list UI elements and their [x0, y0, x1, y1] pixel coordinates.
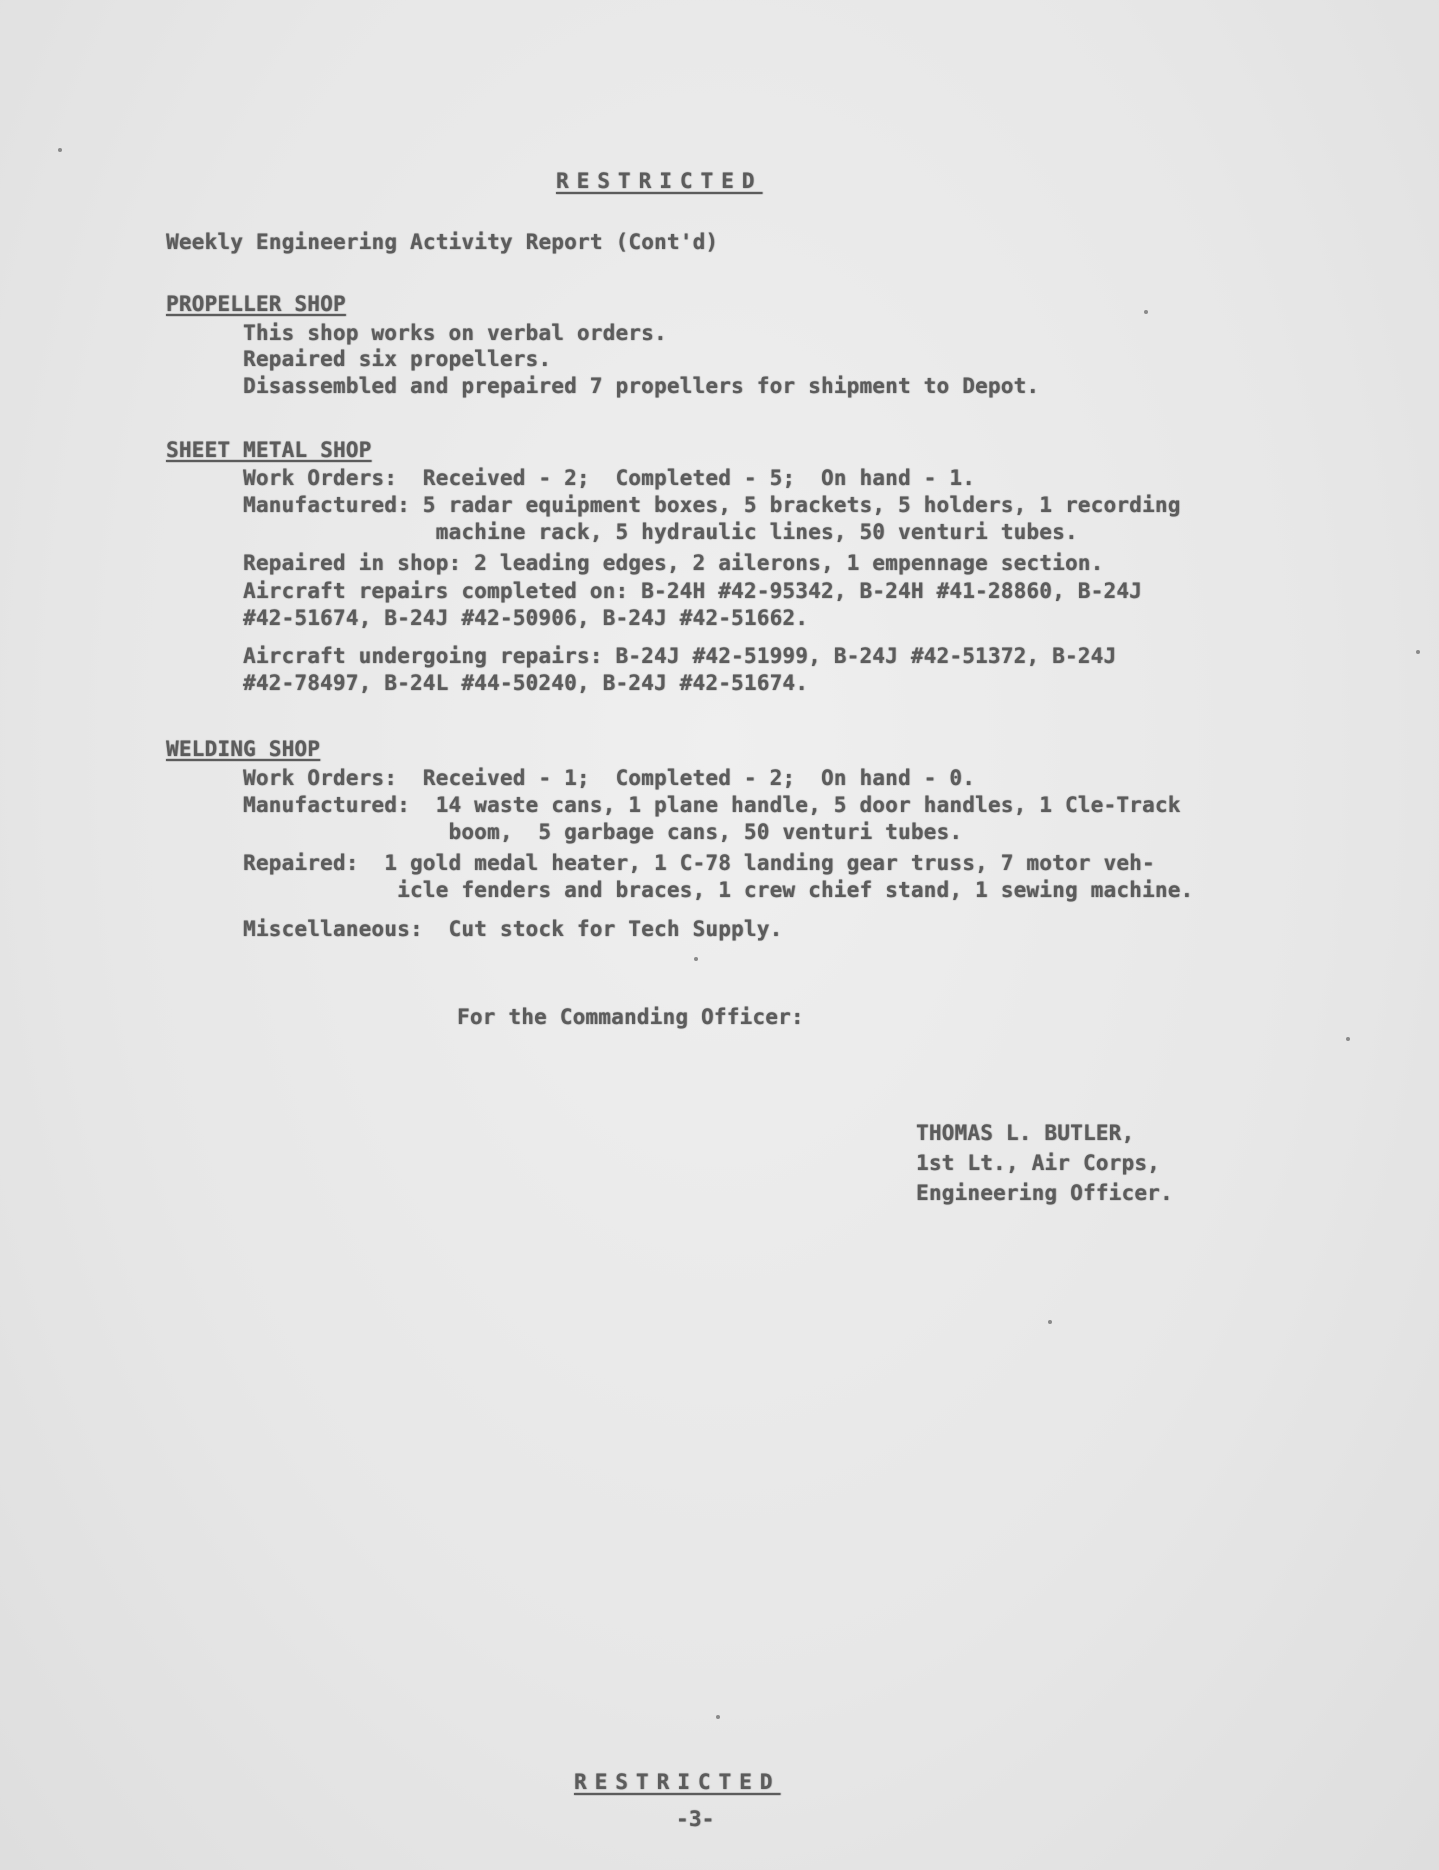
- sheet-metal-line: Aircraft repairs completed on: B-24H #42-95342, B-24H #41-28860, B-24J: [243, 579, 1143, 603]
- welding-shop-line: Work Orders: Received - 1; Completed - 2; On hand - 0.: [243, 766, 976, 790]
- scan-speck: [1048, 1320, 1052, 1324]
- scan-speck: [1144, 310, 1148, 314]
- scan-speck: [58, 148, 62, 152]
- welding-shop-heading: WELDING SHOP: [166, 737, 321, 761]
- sheet-metal-line: #42-78497, B-24L #44-50240, B-24J #42-51674.: [243, 671, 809, 695]
- sheet-metal-line: Aircraft undergoing repairs: B-24J #42-51999, B-24J #42-51372, B-24J: [243, 644, 1117, 668]
- scan-speck: [694, 957, 698, 961]
- welding-shop-line: Repaired: 1 gold medal heater, 1 C-78 landing gear truss, 7 motor veh-: [243, 851, 1155, 875]
- welding-shop-line: boom, 5 garbage cans, 50 venturi tubes.: [243, 820, 963, 844]
- sheet-metal-line: Repaired in shop: 2 leading edges, 2 ailerons, 1 empennage section.: [243, 551, 1104, 575]
- sheet-metal-line: machine rack, 5 hydraulic lines, 50 venturi tubes.: [243, 520, 1078, 544]
- sheet-metal-line: Manufactured: 5 radar equipment boxes, 5 brackets, 5 holders, 1 recording: [243, 493, 1181, 517]
- propeller-shop-line: This shop works on verbal orders.: [243, 321, 667, 345]
- scan-speck: [716, 1715, 720, 1719]
- welding-shop-line: Manufactured: 14 waste cans, 1 plane handle, 5 door handles, 1 Cle-Track: [243, 793, 1181, 817]
- report-title: Weekly Engineering Activity Report (Cont'd): [166, 230, 719, 254]
- welding-shop-line: icle fenders and braces, 1 crew chief stand, 1 sewing machine.: [243, 878, 1194, 902]
- scan-speck: [1346, 1037, 1350, 1041]
- sheet-metal-shop-heading: SHEET METAL SHOP: [166, 438, 372, 462]
- welding-shop-line: Miscellaneous: Cut stock for Tech Supply.: [243, 917, 783, 941]
- scan-speck: [1416, 650, 1420, 654]
- page-number: -3-: [676, 1807, 715, 1831]
- signature-rank: 1st Lt., Air Corps,: [916, 1151, 1161, 1175]
- classification-footer: RESTRICTED: [574, 1770, 781, 1794]
- classification-header: RESTRICTED: [556, 169, 763, 193]
- sheet-metal-line: Work Orders: Received - 2; Completed - 5; On hand - 1.: [243, 466, 976, 490]
- signature-title: Engineering Officer.: [916, 1181, 1173, 1205]
- sheet-metal-line: #42-51674, B-24J #42-50906, B-24J #42-51662.: [243, 606, 809, 630]
- propeller-shop-line: Disassembled and prepaired 7 propellers for shipment to Depot.: [243, 374, 1040, 398]
- propeller-shop-heading: PROPELLER SHOP: [166, 292, 346, 316]
- signature-name: THOMAS L. BUTLER,: [916, 1121, 1135, 1145]
- for-commanding-officer: For the Commanding Officer:: [457, 1005, 804, 1029]
- propeller-shop-line: Repaired six propellers.: [243, 347, 552, 371]
